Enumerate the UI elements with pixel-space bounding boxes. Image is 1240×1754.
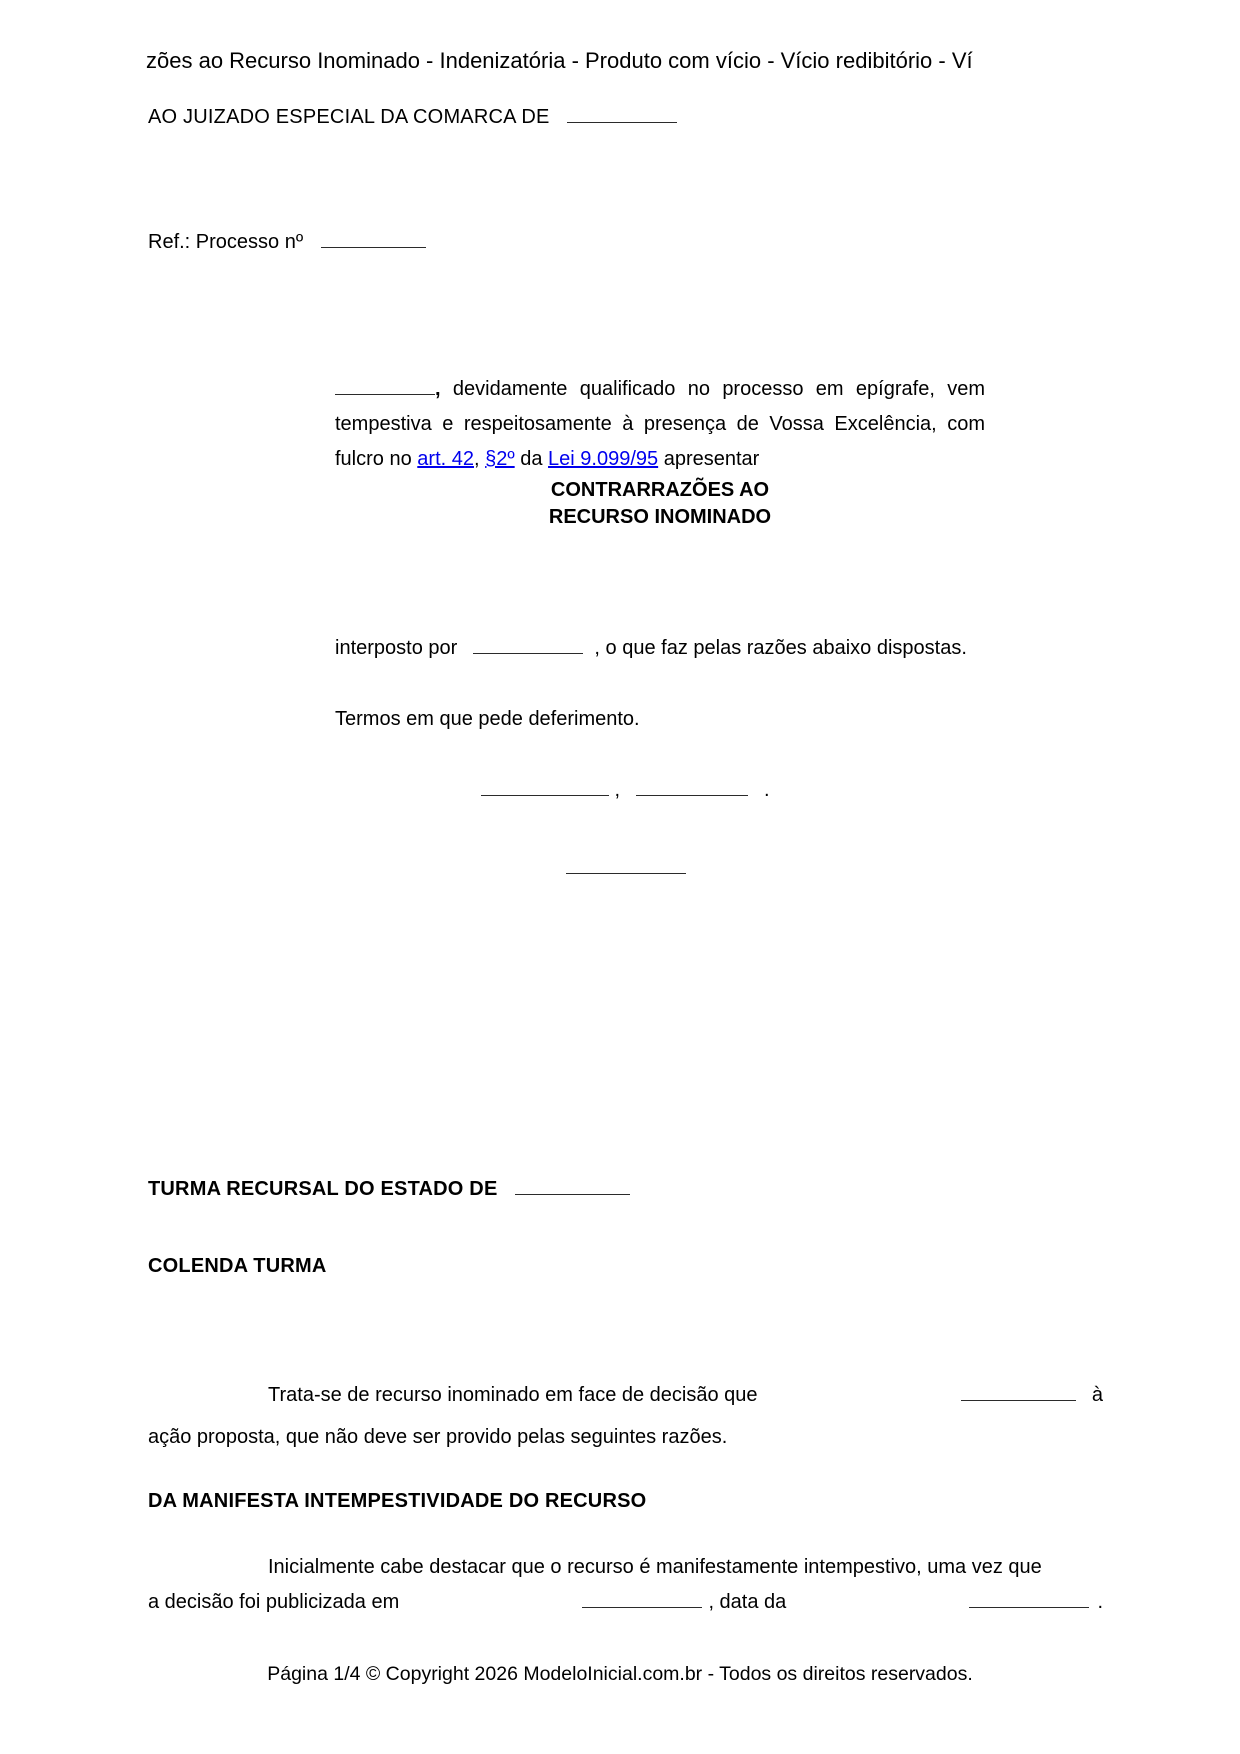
interposto-label: interposto por <box>335 637 458 659</box>
link-art-42[interactable]: art. 42 <box>417 448 474 470</box>
party-name-blank-field <box>335 379 435 395</box>
summary-text-a: à <box>1091 1384 1103 1406</box>
section-heading-intempestividade: DA MANIFESTA INTEMPESTIVIDADE DO RECURSO <box>148 1490 647 1512</box>
closing-line: Termos em que pede deferimento. <box>335 708 640 730</box>
comarca-blank-field <box>567 107 677 123</box>
qualification-paragraph <box>335 372 985 477</box>
interposto-text-end: , o que faz pelas razões abaixo dispostas. <box>594 637 967 659</box>
qualification-text-end: apresentar <box>658 448 760 470</box>
date-blank-field <box>636 780 748 796</box>
place-blank-field <box>481 780 609 796</box>
summary-text-start: Trata-se de recurso inominado em face de decisão que <box>268 1384 758 1406</box>
publication-date-blank-field <box>582 1592 702 1608</box>
document-title: zões ao Recurso Inominado - Indenizatória - Produto com vício - Vício redibitório - Ví <box>146 48 973 73</box>
recorrente-blank-field <box>473 638 583 654</box>
interposto-line <box>335 637 995 660</box>
place-date-period: . <box>764 779 770 801</box>
tempestivity-text-start: a decisão foi publicizada em <box>148 1591 400 1613</box>
salutation: COLENDA TURMA <box>148 1255 327 1277</box>
link-lei-9099[interactable]: Lei 9.099/95 <box>548 448 659 470</box>
process-ref-label: Ref.: Processo nº <box>148 231 304 253</box>
qualification-comma: , <box>435 378 441 400</box>
data-da-blank-field <box>969 1592 1089 1608</box>
qualification-text: devidamente qualificado no processo em epígrafe, vem tempestiva e respeitosamente à presença de Vossa Excelência, com fulcro no <box>335 378 985 470</box>
signature-line <box>148 857 1103 880</box>
addressee-label: AO JUIZADO ESPECIAL DA COMARCA DE <box>148 106 550 128</box>
court-heading-line <box>148 1178 630 1201</box>
tempestivity-paragraph <box>148 1556 1103 1614</box>
summary-line1 <box>148 1384 1103 1407</box>
process-ref-line <box>148 231 426 254</box>
estado-blank-field <box>515 1179 630 1195</box>
tempestivity-text-end: . <box>1097 1591 1104 1613</box>
main-heading <box>335 477 985 531</box>
signature-blank-field <box>566 858 686 874</box>
page-footer: Página 1/4 © Copyright 2026 ModeloInicial.com.br - Todos os direitos reservados. <box>267 1663 973 1685</box>
addressee-line <box>148 106 677 129</box>
summary-paragraph <box>148 1384 1103 1449</box>
main-heading-line1: CONTRARRAZÕES AO <box>550 479 770 501</box>
place-date-line <box>148 779 1103 802</box>
process-number-blank-field <box>321 232 426 248</box>
summary-line2: ação proposta, que não deve ser provido pelas seguintes razões. <box>148 1426 728 1448</box>
tempestivity-line2 <box>148 1591 1103 1614</box>
place-date-comma: , <box>614 779 620 801</box>
tempestivity-line1: Inicialmente cabe destacar que o recurso é manifestamente intempestivo, uma vez que <box>268 1556 1042 1578</box>
main-heading-line2: RECURSO INOMINADO <box>548 506 772 528</box>
link-separator-2: da <box>514 448 549 470</box>
tempestivity-text-mid: , data da <box>708 1591 787 1613</box>
decisao-blank-field <box>961 1385 1076 1401</box>
court-heading-label: TURMA RECURSAL DO ESTADO DE <box>148 1178 498 1200</box>
link-separator-1: , <box>473 448 486 470</box>
link-paragrafo-2[interactable]: §2º <box>485 448 515 470</box>
